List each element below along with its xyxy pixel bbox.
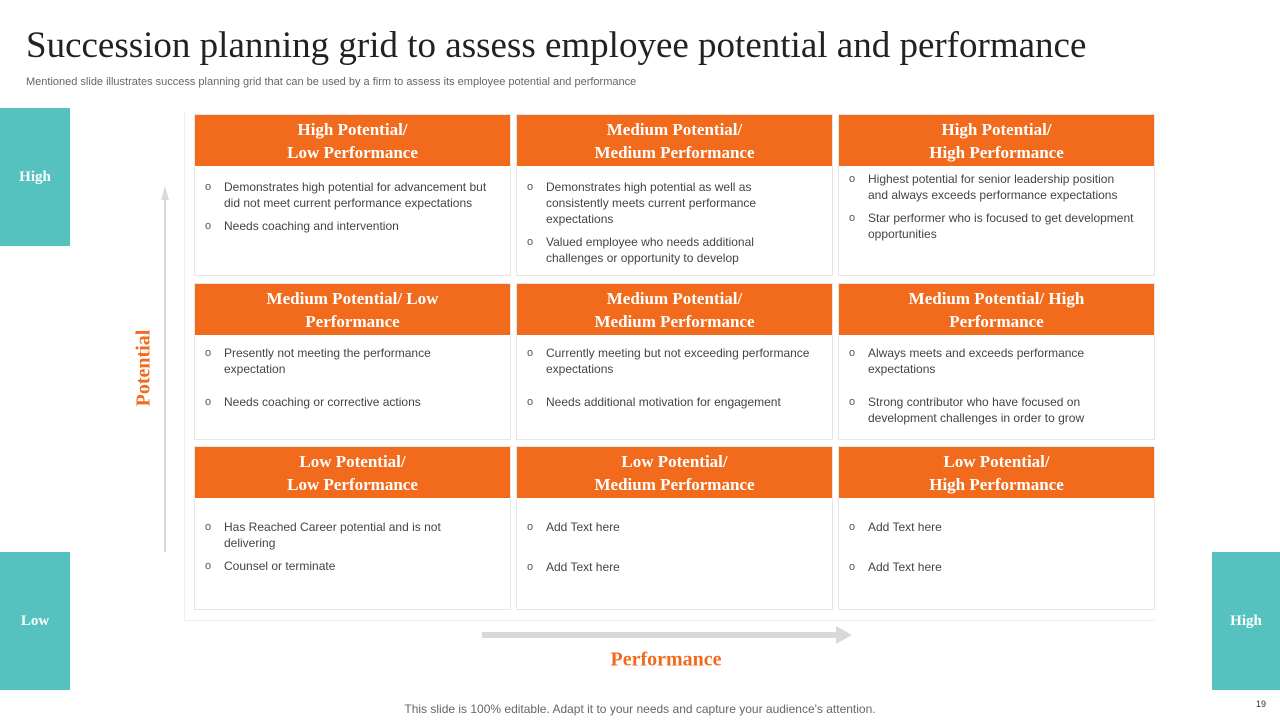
cell-bullets [849,519,1134,582]
bullet-item [205,218,490,234]
bullet-marker: o [527,347,534,359]
cell-heading-line: Performance [305,311,400,331]
page-number: 19 [1255,699,1266,709]
grid-cell-medium-high [838,283,1155,440]
cell-heading-line: Low Performance [287,474,418,494]
bullet-item [205,179,490,211]
bullet-text: Add Text here [546,560,620,574]
bullet-item [849,519,1134,535]
bullet-marker: o [527,521,534,533]
cell-heading-line: Performance [949,311,1044,331]
bullet-text: Add Text here [868,520,942,534]
bullet-marker: o [527,561,534,573]
bullet-item [527,345,812,377]
cell-heading-line: High Performance [929,142,1064,162]
bullet-marker: o [849,212,856,224]
bullet-text: Currently meeting but not exceeding performance expectations [546,346,810,376]
bullet-marker: o [849,521,856,533]
bullet-item [849,394,1134,426]
footer-note: This slide is 100% editable. Adapt it to your needs and capture your audience's attention. [404,702,876,716]
cell-bullets [849,171,1134,249]
bullet-item [205,519,490,551]
grid-cell-medium-low [194,283,511,440]
bullet-marker: o [205,220,212,232]
potential-high-label: High [0,108,70,246]
cell-heading [839,115,1154,166]
bullet-text: Needs coaching or corrective actions [224,395,421,409]
slide-subtitle: Mentioned slide illustrates success planning grid that can be used by a firm to assess its employee potential and performance [26,76,637,88]
cell-bullets [205,519,490,581]
bullet-text: Valued employee who needs additional challenges or opportunity to develop [546,235,754,265]
cell-heading [517,115,832,166]
bullet-item [527,394,812,410]
bullet-item [849,559,1134,575]
performance-axis-label: Performance [610,648,722,671]
bullet-text: Needs additional motivation for engagement [546,395,781,409]
performance-axis-arrow [482,626,852,644]
bullet-text: Demonstrates high potential as well as consistently meets current performance expectations [546,180,757,226]
bullet-item [849,210,1134,242]
bullet-item [849,171,1134,203]
bullet-marker: o [527,236,534,248]
cell-bullets [205,179,490,241]
cell-heading-line: Medium Potential/ [606,288,743,308]
grid-cell-high-high [838,114,1155,276]
cell-bullets [527,179,812,273]
cell-bullets [205,345,490,417]
bullet-item [849,345,1134,377]
cell-heading-line: High Potential/ [297,119,408,139]
cell-heading-line: Low Potential/ [299,451,406,471]
bullet-text: Add Text here [546,520,620,534]
grid-cell-low-high [838,446,1155,610]
bullet-text: Add Text here [868,560,942,574]
cell-heading [839,447,1154,498]
grid-cell-medium-medium-2 [516,283,833,440]
bullet-marker: o [849,561,856,573]
bullet-marker: o [205,396,212,408]
cell-heading [195,115,510,166]
performance-high-label: High [1212,552,1280,690]
low-label: Low [0,552,70,690]
cell-heading-line: Medium Potential/ High [908,288,1085,308]
cell-heading-line: Low Potential/ [621,451,728,471]
cell-bullets [527,519,812,582]
cell-heading [839,284,1154,335]
bullet-marker: o [205,560,212,572]
bullet-marker: o [849,347,856,359]
bullet-item [205,558,490,574]
bullet-item [527,559,812,575]
bullet-marker: o [205,181,212,193]
cell-heading-line: High Performance [929,474,1064,494]
cell-heading [517,447,832,498]
bullet-text: Presently not meeting the performance expectation [224,346,431,376]
cell-heading [195,447,510,498]
bullet-item [205,345,490,377]
potential-axis-arrow [161,186,169,552]
bullet-text: Demonstrates high potential for advancement but did not meet current performance expectations [224,180,487,210]
bullet-text: Strong contributor who have focused on development challenges in order to grow [868,395,1085,425]
cell-heading-line: Medium Performance [594,311,755,331]
cell-heading-line: Medium Potential/ [606,119,743,139]
bullet-marker: o [205,521,212,533]
cell-heading-line: Medium Performance [594,474,755,494]
bullet-marker: o [527,396,534,408]
cell-heading-line: Medium Potential/ Low [266,288,439,308]
bullet-item [527,519,812,535]
bullet-text: Star performer who is focused to get development opportunities [868,211,1134,241]
cell-heading-line: Medium Performance [594,142,755,162]
grid-cell-medium-medium [516,114,833,276]
bullet-item [527,234,812,266]
bullet-text: Needs coaching and intervention [224,219,399,233]
cell-bullets [849,345,1134,433]
grid-cell-low-medium [516,446,833,610]
bullet-marker: o [849,173,856,185]
bullet-item [205,394,490,410]
bullet-text: Counsel or terminate [224,559,336,573]
cell-heading [195,284,510,335]
bullet-marker: o [849,396,856,408]
cell-heading-line: High Potential/ [941,119,1052,139]
bullet-text: Has Reached Career potential and is not delivering [224,520,441,550]
cell-heading-line: Low Performance [287,142,418,162]
cell-heading [517,284,832,335]
potential-axis-label: Potential [132,329,155,407]
bullet-text: Always meets and exceeds performance expectations [868,346,1085,376]
grid-cell-high-low [194,114,511,276]
bullet-marker: o [205,347,212,359]
slide-title: Succession planning grid to assess employee potential and performance [26,25,1087,66]
cell-heading-line: Low Potential/ [943,451,1050,471]
bullet-marker: o [527,181,534,193]
bullet-text: Highest potential for senior leadership position and always exceeds performance expectations [868,172,1118,202]
bullet-item [527,179,812,227]
grid-cell-low-low [194,446,511,610]
cell-bullets [527,345,812,417]
